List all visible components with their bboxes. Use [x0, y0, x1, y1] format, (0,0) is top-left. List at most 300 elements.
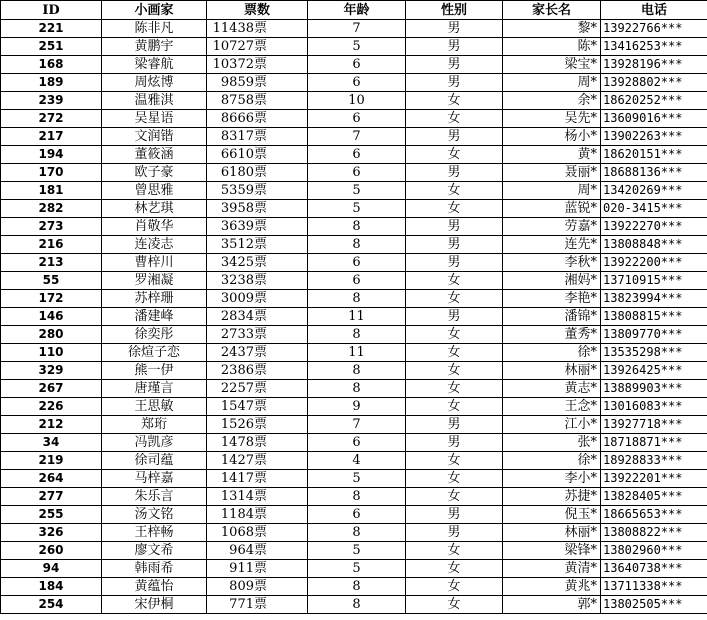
- cell-name[interactable]: 冯凯彦: [102, 434, 207, 452]
- cell-votes[interactable]: [207, 542, 308, 560]
- cell-id[interactable]: 168: [1, 56, 102, 74]
- cell-gender[interactable]: 男: [406, 236, 503, 254]
- votes-value: 964票: [229, 543, 267, 558]
- cell-gender[interactable]: 女: [406, 380, 503, 398]
- table-row: [1, 110, 707, 128]
- cell-votes[interactable]: [207, 506, 308, 524]
- table-row: [1, 542, 707, 560]
- cell-age[interactable]: 11: [308, 308, 406, 326]
- cell-phone[interactable]: 13609016***: [601, 110, 707, 128]
- cell-id[interactable]: 255: [1, 506, 102, 524]
- cell-name[interactable]: 徐司蕴: [102, 452, 207, 470]
- cell-phone[interactable]: 13808822***: [601, 524, 707, 542]
- cell-gender[interactable]: 女: [406, 362, 503, 380]
- cell-name[interactable]: 文润锴: [102, 128, 207, 146]
- cell-id[interactable]: 181: [1, 182, 102, 200]
- cell-name[interactable]: 黄鹏宇: [102, 38, 207, 56]
- cell-id[interactable]: 212: [1, 416, 102, 434]
- votes-value: 1478票: [220, 435, 267, 450]
- votes-value: 1184票: [220, 507, 267, 522]
- cell-phone[interactable]: 020-3415***: [601, 200, 707, 218]
- cell-gender[interactable]: 男: [406, 416, 503, 434]
- cell-parent[interactable]: 李秋*: [503, 254, 601, 272]
- table-row: [1, 236, 707, 254]
- cell-votes[interactable]: [207, 164, 308, 182]
- cell-votes[interactable]: [207, 398, 308, 416]
- cell-gender[interactable]: 女: [406, 488, 503, 506]
- cell-parent[interactable]: 董秀*: [503, 326, 601, 344]
- votes-value: 6610票: [220, 147, 267, 162]
- cell-age[interactable]: 5: [308, 38, 406, 56]
- cell-age[interactable]: 6: [308, 254, 406, 272]
- cell-votes[interactable]: [207, 200, 308, 218]
- cell-phone[interactable]: 13922766***: [601, 20, 707, 38]
- cell-age[interactable]: 5: [308, 542, 406, 560]
- cell-id[interactable]: 213: [1, 254, 102, 272]
- header-parent[interactable]: 家长名: [503, 1, 601, 20]
- cell-age[interactable]: 6: [308, 164, 406, 182]
- cell-gender[interactable]: 女: [406, 560, 503, 578]
- cell-age[interactable]: 7: [308, 20, 406, 38]
- cell-name[interactable]: 宋伊桐: [102, 596, 207, 614]
- votes-value: 8758票: [220, 93, 267, 108]
- cell-phone[interactable]: 13928802***: [601, 74, 707, 92]
- cell-phone[interactable]: 13535298***: [601, 344, 707, 362]
- cell-parent[interactable]: 林丽*: [503, 362, 601, 380]
- cell-parent[interactable]: 林丽*: [503, 524, 601, 542]
- cell-id[interactable]: 239: [1, 92, 102, 110]
- votes-value: 3425票: [220, 255, 267, 270]
- header-name[interactable]: 小画家: [102, 1, 207, 20]
- cell-name[interactable]: 苏梓珊: [102, 290, 207, 308]
- cell-age[interactable]: 8: [308, 326, 406, 344]
- cell-phone[interactable]: 13889903***: [601, 380, 707, 398]
- header-id[interactable]: ID: [1, 1, 102, 20]
- table-row: [1, 272, 707, 290]
- cell-name[interactable]: 朱乐言: [102, 488, 207, 506]
- cell-id[interactable]: 55: [1, 272, 102, 290]
- cell-phone[interactable]: 13928196***: [601, 56, 707, 74]
- cell-name[interactable]: 黄蕴怡: [102, 578, 207, 596]
- table-row: [1, 362, 707, 380]
- cell-age[interactable]: 11: [308, 344, 406, 362]
- votes-value: 2386票: [220, 363, 267, 378]
- cell-name[interactable]: 连凌志: [102, 236, 207, 254]
- cell-phone[interactable]: 13711338***: [601, 578, 707, 596]
- cell-votes[interactable]: [207, 308, 308, 326]
- cell-votes[interactable]: [207, 38, 308, 56]
- cell-age[interactable]: 6: [308, 74, 406, 92]
- cell-age[interactable]: 5: [308, 182, 406, 200]
- votes-value: 8666票: [220, 111, 267, 126]
- cell-votes[interactable]: [207, 380, 308, 398]
- cell-phone[interactable]: 13809770***: [601, 326, 707, 344]
- cell-gender[interactable]: 女: [406, 578, 503, 596]
- table-row: [1, 560, 707, 578]
- cell-name[interactable]: 王思敏: [102, 398, 207, 416]
- cell-gender[interactable]: 男: [406, 524, 503, 542]
- cell-id[interactable]: 221: [1, 20, 102, 38]
- cell-id[interactable]: 189: [1, 74, 102, 92]
- cell-id[interactable]: 94: [1, 560, 102, 578]
- cell-votes[interactable]: [207, 20, 308, 38]
- cell-age[interactable]: 5: [308, 470, 406, 488]
- cell-age[interactable]: 9: [308, 398, 406, 416]
- votes-value: 3512票: [220, 237, 267, 252]
- cell-id[interactable]: 34: [1, 434, 102, 452]
- cell-votes[interactable]: [207, 596, 308, 614]
- cell-votes[interactable]: [207, 92, 308, 110]
- cell-gender[interactable]: 女: [406, 596, 503, 614]
- votes-value: 1526票: [220, 417, 267, 432]
- cell-age[interactable]: 6: [308, 272, 406, 290]
- cell-parent[interactable]: 周*: [503, 182, 601, 200]
- cell-parent[interactable]: 苏捷*: [503, 488, 601, 506]
- table-row: [1, 344, 707, 362]
- cell-phone[interactable]: 13416253***: [601, 38, 707, 56]
- cell-votes[interactable]: [207, 470, 308, 488]
- cell-name[interactable]: 唐瑾言: [102, 380, 207, 398]
- cell-id[interactable]: 329: [1, 362, 102, 380]
- cell-phone[interactable]: 13922201***: [601, 470, 707, 488]
- cell-votes[interactable]: [207, 362, 308, 380]
- cell-id[interactable]: 277: [1, 488, 102, 506]
- cell-gender[interactable]: 女: [406, 542, 503, 560]
- cell-votes[interactable]: [207, 326, 308, 344]
- cell-name[interactable]: 林艺琪: [102, 200, 207, 218]
- cell-parent[interactable]: 郭*: [503, 596, 601, 614]
- cell-phone[interactable]: 13802960***: [601, 542, 707, 560]
- cell-id[interactable]: 226: [1, 398, 102, 416]
- cell-votes[interactable]: [207, 344, 308, 362]
- cell-votes[interactable]: [207, 524, 308, 542]
- cell-age[interactable]: 8: [308, 362, 406, 380]
- cell-phone[interactable]: 13902263***: [601, 128, 707, 146]
- cell-age[interactable]: 6: [308, 56, 406, 74]
- votes-value: 2733票: [220, 327, 267, 342]
- table-row: [1, 596, 707, 614]
- cell-votes[interactable]: [207, 128, 308, 146]
- votes-value: 809票: [229, 579, 267, 594]
- cell-parent[interactable]: 陈*: [503, 38, 601, 56]
- cell-phone[interactable]: 18718871***: [601, 434, 707, 452]
- cell-votes[interactable]: [207, 56, 308, 74]
- cell-parent[interactable]: 黎*: [503, 20, 601, 38]
- votes-value: 1068票: [220, 525, 267, 540]
- header-phone[interactable]: 电话: [601, 1, 707, 20]
- cell-gender[interactable]: 男: [406, 128, 503, 146]
- cell-parent[interactable]: 聂丽*: [503, 164, 601, 182]
- votes-value: 1314票: [220, 489, 267, 504]
- cell-phone[interactable]: 13808815***: [601, 308, 707, 326]
- cell-votes[interactable]: [207, 560, 308, 578]
- cell-id[interactable]: 254: [1, 596, 102, 614]
- cell-gender[interactable]: 男: [406, 20, 503, 38]
- cell-age[interactable]: 4: [308, 452, 406, 470]
- votes-value: 1427票: [220, 453, 267, 468]
- cell-age[interactable]: 8: [308, 218, 406, 236]
- table-row: [1, 452, 707, 470]
- cell-age[interactable]: 6: [308, 506, 406, 524]
- cell-parent[interactable]: 黄兆*: [503, 578, 601, 596]
- table-row: [1, 92, 707, 110]
- cell-votes[interactable]: [207, 110, 308, 128]
- cell-name[interactable]: 廖文希: [102, 542, 207, 560]
- cell-id[interactable]: 326: [1, 524, 102, 542]
- cell-parent[interactable]: 梁锋*: [503, 542, 601, 560]
- cell-age[interactable]: 7: [308, 128, 406, 146]
- cell-parent[interactable]: 潘锦*: [503, 308, 601, 326]
- cell-parent[interactable]: 杨小*: [503, 128, 601, 146]
- cell-name[interactable]: 王梓畅: [102, 524, 207, 542]
- cell-votes[interactable]: [207, 236, 308, 254]
- cell-parent[interactable]: 李小*: [503, 470, 601, 488]
- table-row: [1, 128, 707, 146]
- table-row: [1, 254, 707, 272]
- cell-parent[interactable]: 连先*: [503, 236, 601, 254]
- cell-id[interactable]: 194: [1, 146, 102, 164]
- cell-votes[interactable]: [207, 218, 308, 236]
- cell-phone[interactable]: 13828405***: [601, 488, 707, 506]
- cell-gender[interactable]: 男: [406, 506, 503, 524]
- cell-id[interactable]: 267: [1, 380, 102, 398]
- cell-phone[interactable]: 13823994***: [601, 290, 707, 308]
- cell-name[interactable]: 欧子豪: [102, 164, 207, 182]
- table-row: [1, 308, 707, 326]
- table-row: [1, 398, 707, 416]
- cell-parent[interactable]: 梁宝*: [503, 56, 601, 74]
- cell-gender[interactable]: 女: [406, 398, 503, 416]
- table-row: [1, 38, 707, 56]
- cell-parent[interactable]: 徐*: [503, 344, 601, 362]
- cell-id[interactable]: 184: [1, 578, 102, 596]
- header-age[interactable]: 年龄: [308, 1, 406, 20]
- cell-parent[interactable]: 李艳*: [503, 290, 601, 308]
- cell-parent[interactable]: 吴先*: [503, 110, 601, 128]
- cell-gender[interactable]: 男: [406, 308, 503, 326]
- cell-votes[interactable]: [207, 290, 308, 308]
- header-gender[interactable]: 性别: [406, 1, 503, 20]
- table-row: [1, 56, 707, 74]
- cell-id[interactable]: 280: [1, 326, 102, 344]
- cell-gender[interactable]: 男: [406, 434, 503, 452]
- cell-id[interactable]: 146: [1, 308, 102, 326]
- table-row: [1, 20, 707, 38]
- cell-gender[interactable]: 女: [406, 110, 503, 128]
- votes-value: 11438票: [212, 21, 267, 36]
- cell-name[interactable]: 陈非凡: [102, 20, 207, 38]
- cell-phone[interactable]: 13926425***: [601, 362, 707, 380]
- votes-value: 5359票: [220, 183, 267, 198]
- cell-age[interactable]: 5: [308, 560, 406, 578]
- table-row: [1, 182, 707, 200]
- cell-age[interactable]: 8: [308, 236, 406, 254]
- cell-age[interactable]: 8: [308, 578, 406, 596]
- table-row: [1, 434, 707, 452]
- cell-phone[interactable]: 13016083***: [601, 398, 707, 416]
- cell-parent[interactable]: 倪玉*: [503, 506, 601, 524]
- cell-gender[interactable]: 女: [406, 146, 503, 164]
- cell-phone[interactable]: 13922200***: [601, 254, 707, 272]
- cell-votes[interactable]: [207, 182, 308, 200]
- cell-phone[interactable]: 13802505***: [601, 596, 707, 614]
- table-row: [1, 416, 707, 434]
- cell-parent[interactable]: 湘妈*: [503, 272, 601, 290]
- votes-value: 10372票: [212, 57, 267, 72]
- votes-value: 3238票: [220, 273, 267, 288]
- cell-votes[interactable]: [207, 452, 308, 470]
- cell-gender[interactable]: 女: [406, 326, 503, 344]
- cell-gender[interactable]: 男: [406, 74, 503, 92]
- cell-id[interactable]: 217: [1, 128, 102, 146]
- votes-value: 9859票: [220, 75, 267, 90]
- cell-phone[interactable]: 13808848***: [601, 236, 707, 254]
- cell-name[interactable]: 徐煊子恋: [102, 344, 207, 362]
- cell-name[interactable]: 曾思雅: [102, 182, 207, 200]
- cell-age[interactable]: 5: [308, 200, 406, 218]
- cell-votes[interactable]: [207, 254, 308, 272]
- cell-age[interactable]: 7: [308, 416, 406, 434]
- cell-name[interactable]: 马梓嘉: [102, 470, 207, 488]
- cell-gender[interactable]: 男: [406, 38, 503, 56]
- votes-value: 10727票: [212, 39, 267, 54]
- cell-votes[interactable]: [207, 578, 308, 596]
- cell-id[interactable]: 216: [1, 236, 102, 254]
- table-row: [1, 164, 707, 182]
- cell-parent[interactable]: 黄清*: [503, 560, 601, 578]
- cell-gender[interactable]: 女: [406, 290, 503, 308]
- cell-age[interactable]: 6: [308, 434, 406, 452]
- votes-value: 3639票: [220, 219, 267, 234]
- table-row: [1, 146, 707, 164]
- cell-parent[interactable]: 张*: [503, 434, 601, 452]
- votes-value: 3009票: [220, 291, 267, 306]
- cell-phone[interactable]: 13922270***: [601, 218, 707, 236]
- cell-id[interactable]: 272: [1, 110, 102, 128]
- cell-gender[interactable]: 女: [406, 182, 503, 200]
- cell-id[interactable]: 170: [1, 164, 102, 182]
- cell-id[interactable]: 251: [1, 38, 102, 56]
- cell-phone[interactable]: 13710915***: [601, 272, 707, 290]
- cell-phone[interactable]: 18665653***: [601, 506, 707, 524]
- cell-age[interactable]: 8: [308, 524, 406, 542]
- cell-age[interactable]: 8: [308, 596, 406, 614]
- votes-value: 1547票: [220, 399, 267, 414]
- cell-votes[interactable]: [207, 272, 308, 290]
- cell-name[interactable]: 韩雨希: [102, 560, 207, 578]
- table-row: [1, 74, 707, 92]
- cell-phone[interactable]: 13420269***: [601, 182, 707, 200]
- cell-phone[interactable]: 18688136***: [601, 164, 707, 182]
- cell-name[interactable]: 周炫博: [102, 74, 207, 92]
- table-row: [1, 578, 707, 596]
- cell-name[interactable]: 熊一伊: [102, 362, 207, 380]
- cell-votes[interactable]: [207, 488, 308, 506]
- cell-gender[interactable]: 女: [406, 200, 503, 218]
- cell-name[interactable]: 肖敬华: [102, 218, 207, 236]
- cell-votes[interactable]: [207, 74, 308, 92]
- cell-name[interactable]: 董筱涵: [102, 146, 207, 164]
- cell-id[interactable]: 219: [1, 452, 102, 470]
- cell-parent[interactable]: 蓝锐*: [503, 200, 601, 218]
- cell-name[interactable]: 郑珩: [102, 416, 207, 434]
- cell-parent[interactable]: 江小*: [503, 416, 601, 434]
- cell-gender[interactable]: 女: [406, 344, 503, 362]
- cell-parent[interactable]: 余*: [503, 92, 601, 110]
- cell-phone[interactable]: 18928833***: [601, 452, 707, 470]
- cell-gender[interactable]: 男: [406, 218, 503, 236]
- cell-phone[interactable]: 13927718***: [601, 416, 707, 434]
- cell-parent[interactable]: 黄志*: [503, 380, 601, 398]
- cell-phone[interactable]: 18620151***: [601, 146, 707, 164]
- cell-age[interactable]: 8: [308, 488, 406, 506]
- cell-gender[interactable]: 女: [406, 470, 503, 488]
- cell-phone[interactable]: 18620252***: [601, 92, 707, 110]
- cell-id[interactable]: 260: [1, 542, 102, 560]
- cell-parent[interactable]: 王念*: [503, 398, 601, 416]
- cell-age[interactable]: 6: [308, 146, 406, 164]
- cell-votes[interactable]: [207, 434, 308, 452]
- table-row: [1, 218, 707, 236]
- cell-id[interactable]: 110: [1, 344, 102, 362]
- cell-id[interactable]: 264: [1, 470, 102, 488]
- cell-age[interactable]: 10: [308, 92, 406, 110]
- cell-gender[interactable]: 女: [406, 92, 503, 110]
- votes-value: 2257票: [220, 381, 267, 396]
- cell-gender[interactable]: 男: [406, 254, 503, 272]
- votes-value: 771票: [229, 597, 267, 612]
- cell-votes[interactable]: [207, 146, 308, 164]
- votes-value: 2834票: [220, 309, 267, 324]
- cell-age[interactable]: 8: [308, 290, 406, 308]
- table-row: [1, 506, 707, 524]
- cell-id[interactable]: 172: [1, 290, 102, 308]
- table-row: [1, 380, 707, 398]
- cell-name[interactable]: 潘建峰: [102, 308, 207, 326]
- cell-name[interactable]: 汤文铭: [102, 506, 207, 524]
- cell-gender[interactable]: 男: [406, 164, 503, 182]
- cell-parent[interactable]: 周*: [503, 74, 601, 92]
- cell-name[interactable]: 温雅淇: [102, 92, 207, 110]
- table-row: [1, 488, 707, 506]
- cell-age[interactable]: 6: [308, 110, 406, 128]
- cell-name[interactable]: 梁睿航: [102, 56, 207, 74]
- votes-value: 6180票: [220, 165, 267, 180]
- cell-name[interactable]: 罗湘凝: [102, 272, 207, 290]
- cell-id[interactable]: 273: [1, 218, 102, 236]
- cell-phone[interactable]: 13640738***: [601, 560, 707, 578]
- cell-parent[interactable]: 劳嘉*: [503, 218, 601, 236]
- cell-gender[interactable]: 女: [406, 272, 503, 290]
- cell-name[interactable]: 徐奕彤: [102, 326, 207, 344]
- cell-parent[interactable]: 黄*: [503, 146, 601, 164]
- table-row: [1, 200, 707, 218]
- cell-votes[interactable]: [207, 416, 308, 434]
- cell-name[interactable]: 吴星语: [102, 110, 207, 128]
- votes-value: 2437票: [220, 345, 267, 360]
- cell-gender[interactable]: 女: [406, 452, 503, 470]
- table-row: [1, 524, 707, 542]
- votes-value: 3958票: [220, 201, 267, 216]
- cell-name[interactable]: 曹梓川: [102, 254, 207, 272]
- cell-age[interactable]: 8: [308, 380, 406, 398]
- cell-id[interactable]: 282: [1, 200, 102, 218]
- votes-value: 1417票: [220, 471, 267, 486]
- cell-parent[interactable]: 徐*: [503, 452, 601, 470]
- header-votes[interactable]: 票数: [207, 1, 308, 20]
- votes-value: 8317票: [220, 129, 267, 144]
- cell-gender[interactable]: 男: [406, 56, 503, 74]
